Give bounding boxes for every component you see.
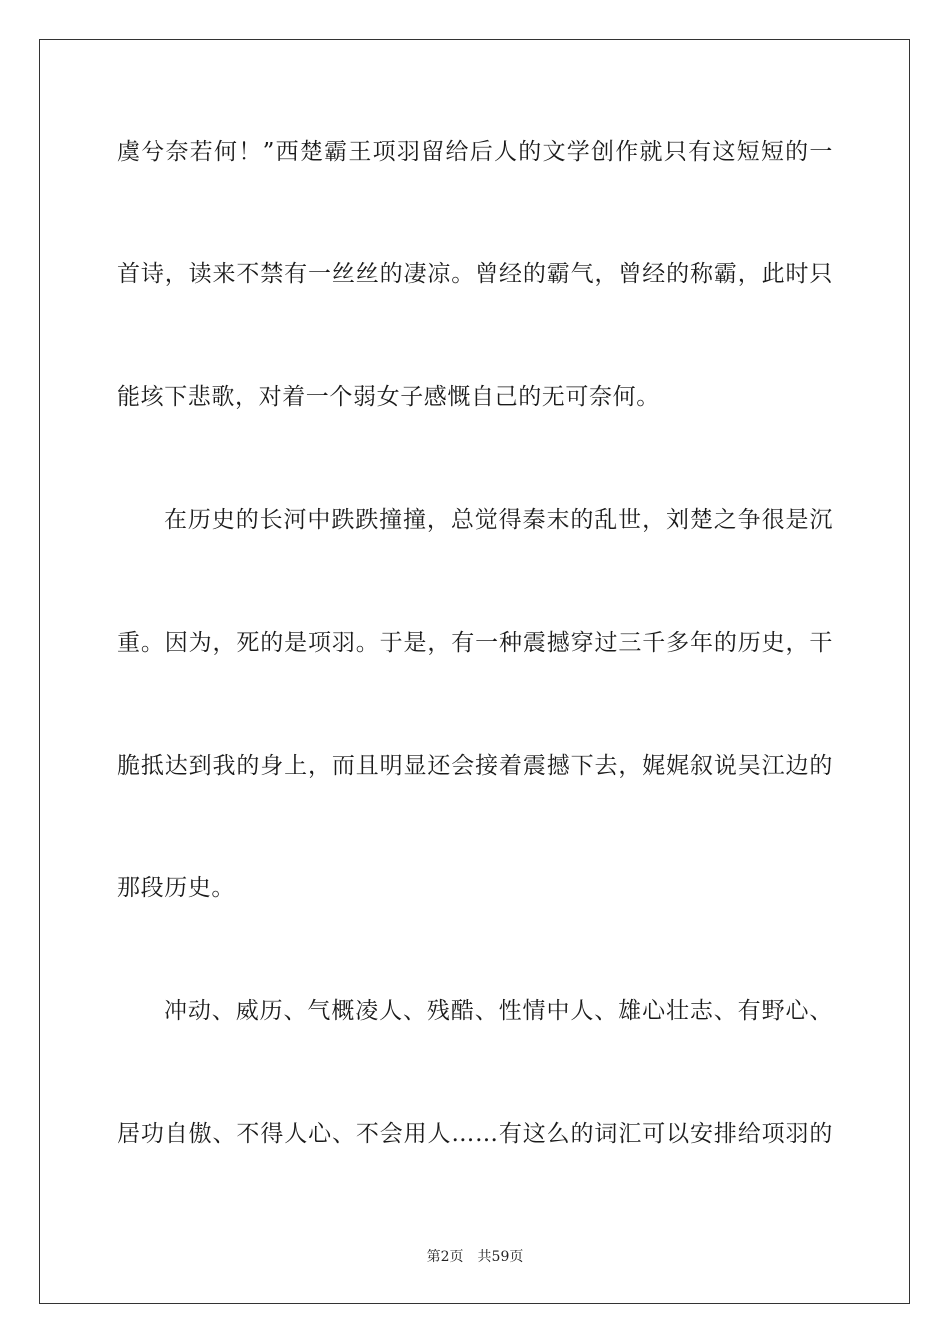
text-line: 能垓下悲歌，对着一个弱女子感慨自己的无可奈何。	[117, 384, 660, 410]
page-footer	[0, 1248, 950, 1266]
page-border	[39, 39, 910, 1304]
text-line: 居功自傲、不得人心、不会用人……有这么的词汇可以安排给项羽的	[117, 1121, 833, 1147]
current-page-label: 第2页	[426, 1249, 464, 1265]
text-line: 冲动、威历、气概凌人、残酷、性情中人、雄心壮志、有野心、	[164, 998, 833, 1024]
text-line: 那段历史。	[117, 875, 235, 901]
text-line: 在历史的长河中跌跌撞撞，总觉得秦末的乱世，刘楚之争很是沉	[164, 507, 833, 533]
text-line: 首诗，读来不禁有一丝丝的凄凉。曾经的霸气，曾经的称霸，此时只	[117, 261, 833, 287]
text-line: 重。因为，死的是项羽。于是，有一种震撼穿过三千多年的历史，干	[117, 630, 833, 656]
total-pages-label: 共59页	[477, 1249, 524, 1265]
text-line: 脆抵达到我的身上，而且明显还会接着震撼下去，娓娓叙说吴江边的	[117, 753, 833, 779]
text-line: 虞兮奈若何！”西楚霸王项羽留给后人的文学创作就只有这短短的一	[117, 139, 833, 165]
